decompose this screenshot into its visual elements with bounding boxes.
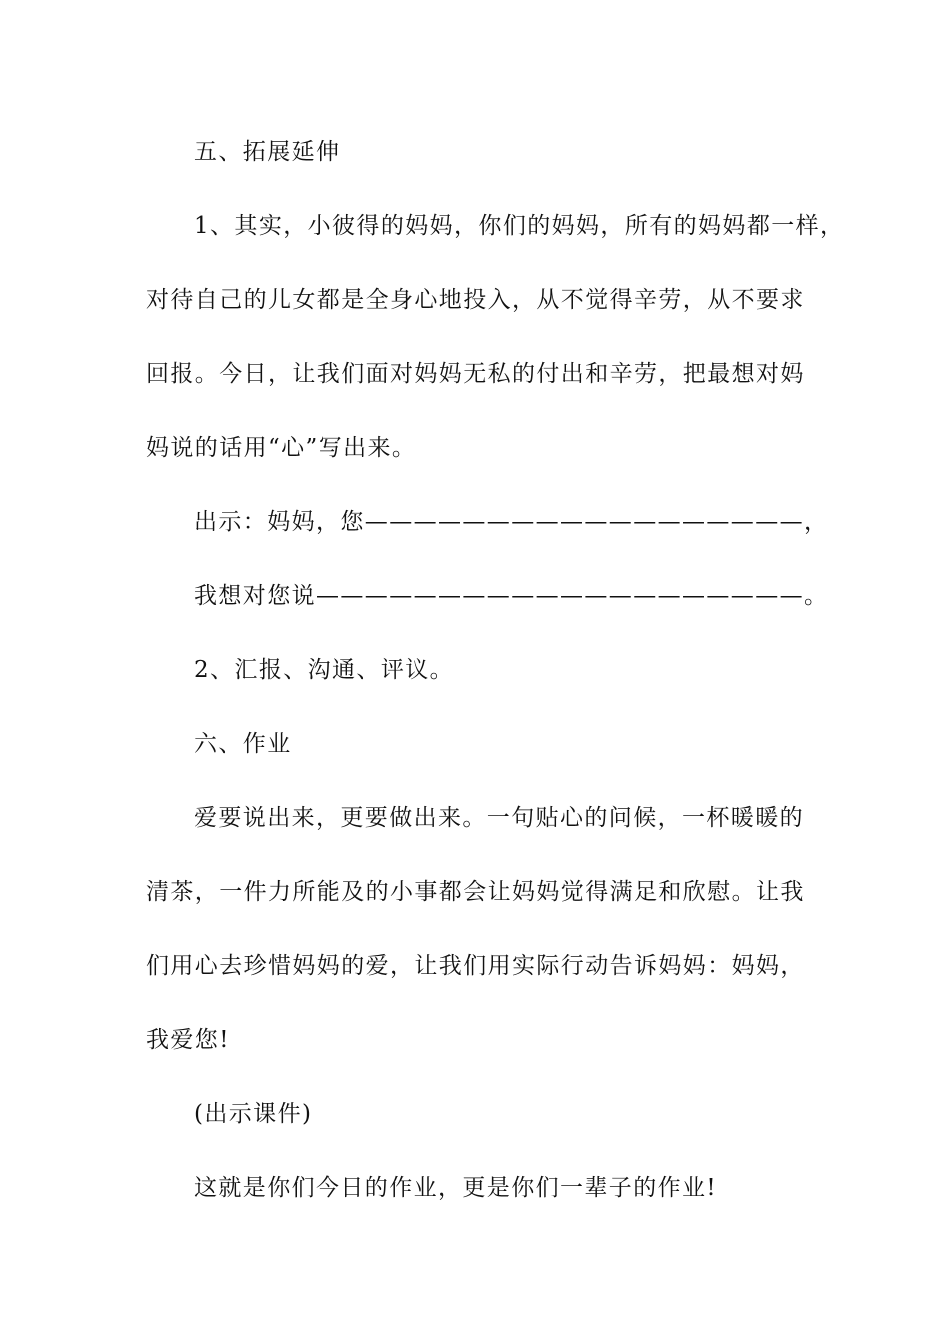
- paragraph-line: 对待自己的儿女都是全身心地投入，从不觉得辛劳，从不要求: [146, 287, 805, 313]
- closing-statement: 这就是你们今日的作业，更是你们一辈子的作业!: [194, 1175, 718, 1201]
- paragraph-line: 们用心去珍惜妈妈的爱，让我们用实际行动告诉妈妈：妈妈，: [146, 953, 805, 979]
- fill-in-line-mom: 出示：妈妈，您——————————————————，: [194, 509, 829, 535]
- fill-in-line-say: 我想对您说————————————————————。: [194, 583, 829, 609]
- paragraph-line: 爱要说出来，更要做出来。一句贴心的问候，一杯暖暖的: [194, 805, 804, 831]
- section-heading-extension: 五、拓展延伸: [194, 139, 341, 165]
- courseware-note: (出示课件): [194, 1101, 313, 1127]
- paragraph-line: 我爱您!: [146, 1027, 230, 1053]
- list-item-report: 2、汇报、沟通、评议。: [194, 657, 455, 683]
- paragraph-line: 回报。今日，让我们面对妈妈无私的付出和辛劳，把最想对妈: [146, 361, 805, 387]
- paragraph-line: 清茶，一件力所能及的小事都会让妈妈觉得满足和欣慰。让我: [146, 879, 805, 905]
- section-heading-homework: 六、作业: [194, 731, 292, 757]
- paragraph-line: 妈说的话用“心”写出来。: [146, 435, 417, 461]
- paragraph-line: 1、其实，小彼得的妈妈，你们的妈妈，所有的妈妈都一样，: [194, 213, 845, 239]
